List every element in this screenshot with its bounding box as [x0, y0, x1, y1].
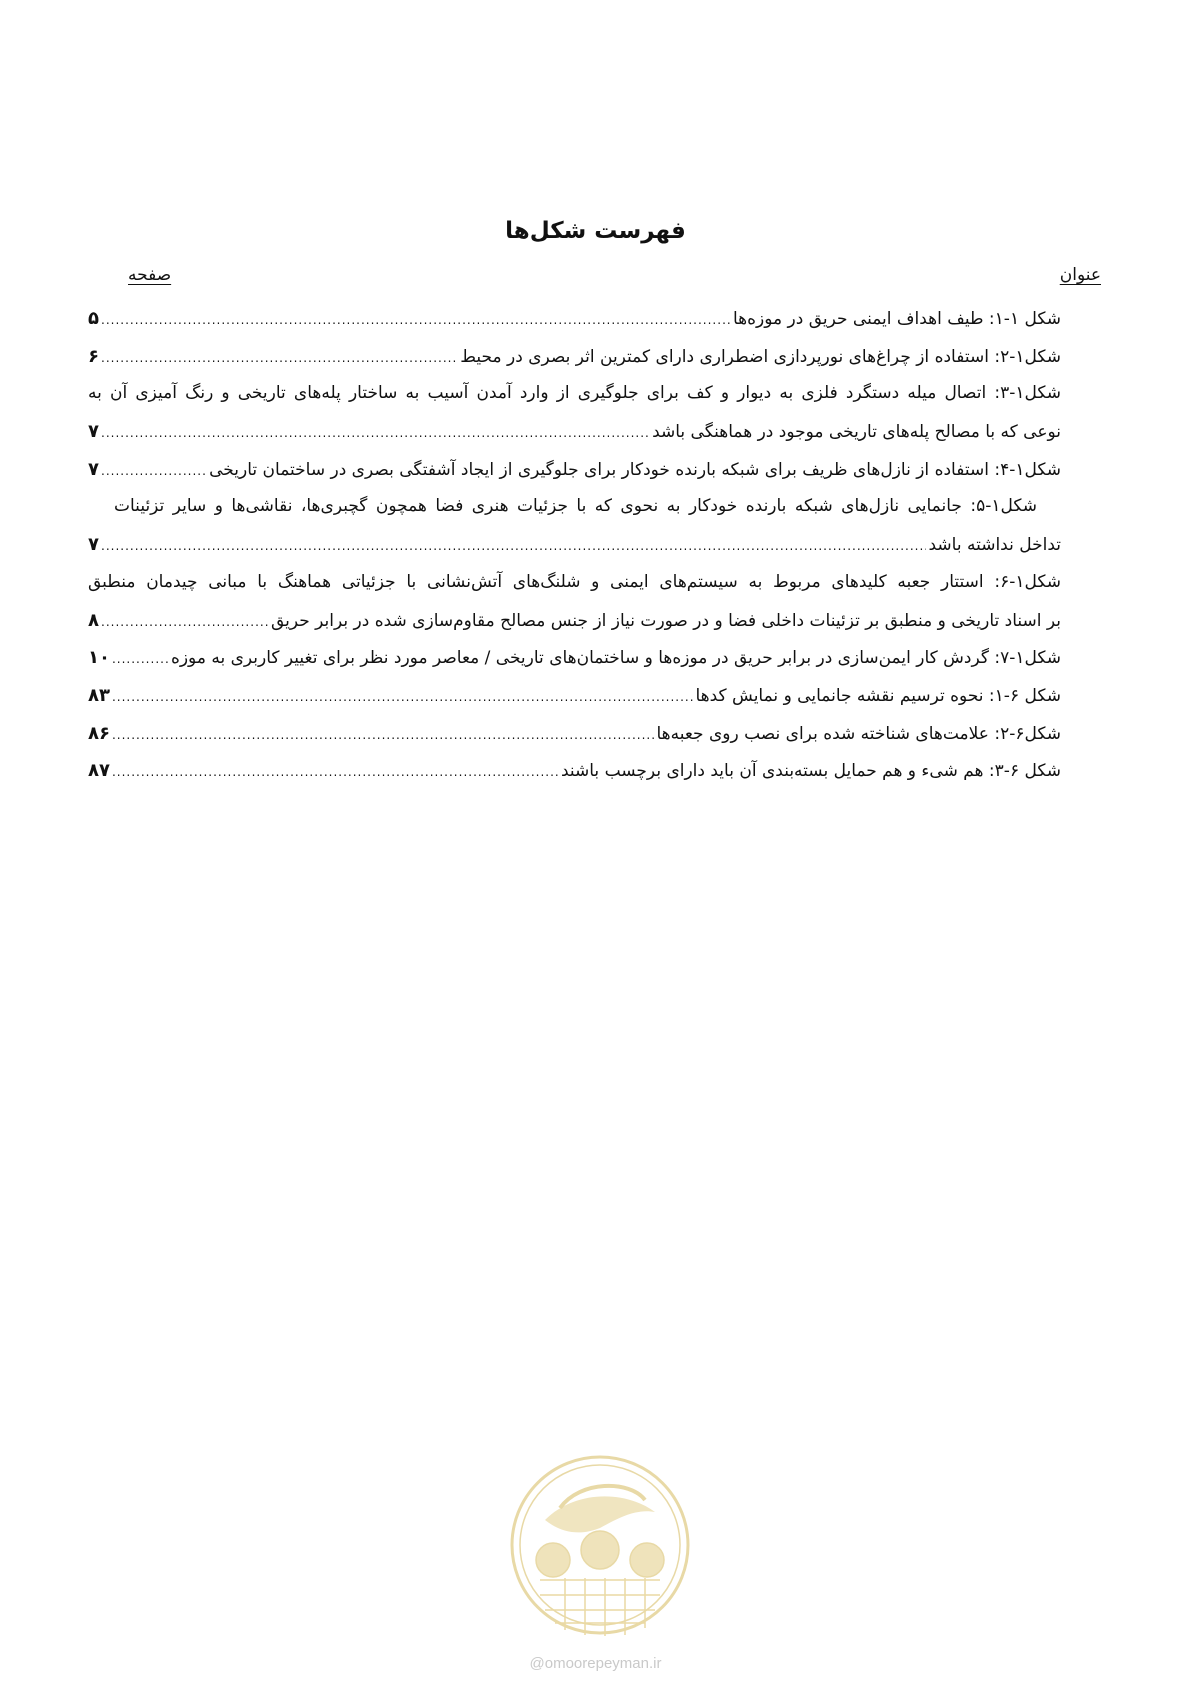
list-item[interactable]: [88, 715, 1061, 753]
list-item[interactable]: [88, 338, 1061, 376]
list-item-continuation[interactable]: [88, 602, 1061, 640]
dot-leader: [112, 641, 169, 679]
entry-title-continued: بر اسناد تاریخی و منطبق بر تزئینات داخلی فضا و در صورت نیاز از جنس مصالح مقاوم‌سازی شده در برابر حریق: [270, 610, 1061, 631]
entry-page-number: ۱۰: [88, 647, 110, 669]
entry-title: شکل۱-۵: جانمایی نازل‌های شبکه بارنده خودکار به نحوی که با جزئیات هنری فضا همچون گچبری‌ها، نقاشی‌ها و سایر تزئینات: [114, 496, 1037, 517]
list-item[interactable]: [88, 300, 1061, 338]
watermark-url: @omoorepeyman.ir: [529, 1655, 662, 1672]
list-item[interactable]: [88, 677, 1061, 715]
entry-title: شکل۱-۷: گردش کار ایمن‌سازی در برابر حریق در موزه‌ها و ساختمان‌های تاریخی / معاصر مورد نظر برای تغییر کاربری به موزه: [170, 648, 1061, 669]
dot-leader: [101, 302, 731, 340]
entry-title-continued: تداخل نداشته باشد: [928, 535, 1061, 556]
entry-title-continued: نوعی که با مصالح پله‌های تاریخی موجود در هماهنگی باشد: [652, 422, 1061, 443]
entry-title: شکل۱-۲: استفاده از چراغ‌های نورپردازی اضطراری دارای کمترین اثر بصری در محیط: [460, 346, 1061, 367]
entry-page-number: ۸۷: [88, 760, 110, 782]
dot-leader: [101, 604, 269, 642]
entry-page-number: ۷: [88, 458, 99, 480]
entry-title: شکل ۶-۳: هم شیء و هم حمایل بسته‌بندی آن باید دارای برچسب باشند: [560, 761, 1061, 782]
dot-leader: [101, 528, 926, 566]
list-item-continuation[interactable]: [88, 413, 1061, 451]
entry-title: شکل۱-۴: استفاده از نازل‌های ظریف برای شبکه بارنده خودکار برای جلوگیری از ایجاد آشفتگی بصری در ساختمان تاریخی: [209, 459, 1061, 480]
list-item[interactable]: [88, 375, 1061, 413]
entry-page-number: ۶: [88, 345, 99, 367]
entry-page-number: ۷: [88, 421, 99, 443]
list-item-continuation[interactable]: [88, 526, 1061, 564]
entry-title: شکل۶-۲: علامت‌های شناخته شده برای نصب روی جعبه‌ها: [656, 723, 1061, 744]
list-item[interactable]: [88, 639, 1061, 677]
entry-page-number: ۵: [88, 308, 99, 329]
dot-leader: [112, 754, 559, 792]
entry-title: شکل۱-۶: استتار جعبه کلیدهای مربوط به سیستم‌های ایمنی و شلنگ‌های آتش‌نشانی با جزئیاتی هماهنگ با مبانی چیدمان منطبق: [88, 571, 1061, 592]
column-header-title: عنوان: [1059, 265, 1101, 285]
watermark-logo-icon: [505, 1450, 695, 1640]
dot-leader: [101, 415, 650, 453]
entry-title: شکل۱-۳: اتصال میله دستگرد فلزی به دیوار و کف برای جلوگیری از وارد آمدن آسیب به ساختار پله‌های تاریخی و رنگ آمیزی آن به: [88, 383, 1061, 404]
entry-title: شکل ۱-۱: طیف اهداف ایمنی حریق در موزه‌ها: [732, 309, 1061, 329]
dot-leader: [112, 717, 654, 755]
column-header-page: صفحه: [128, 265, 172, 285]
list-item[interactable]: [88, 488, 1061, 526]
entry-page-number: ۸: [88, 609, 99, 631]
list-item[interactable]: [88, 451, 1061, 489]
figure-list: [88, 300, 1061, 790]
entry-title: شکل ۶-۱: نحوه ترسیم نقشه جانمایی و نمایش کدها: [695, 685, 1061, 706]
dot-leader: [112, 679, 693, 717]
list-item[interactable]: [88, 564, 1061, 602]
dot-leader: [101, 453, 207, 491]
page-title: فهرست شکل‌ها: [505, 218, 686, 244]
list-item[interactable]: [88, 752, 1061, 790]
entry-page-number: ۸۶: [88, 722, 110, 744]
entry-page-number: ۸۳: [88, 684, 110, 706]
entry-page-number: ۷: [88, 534, 99, 556]
dot-leader: [101, 340, 458, 378]
